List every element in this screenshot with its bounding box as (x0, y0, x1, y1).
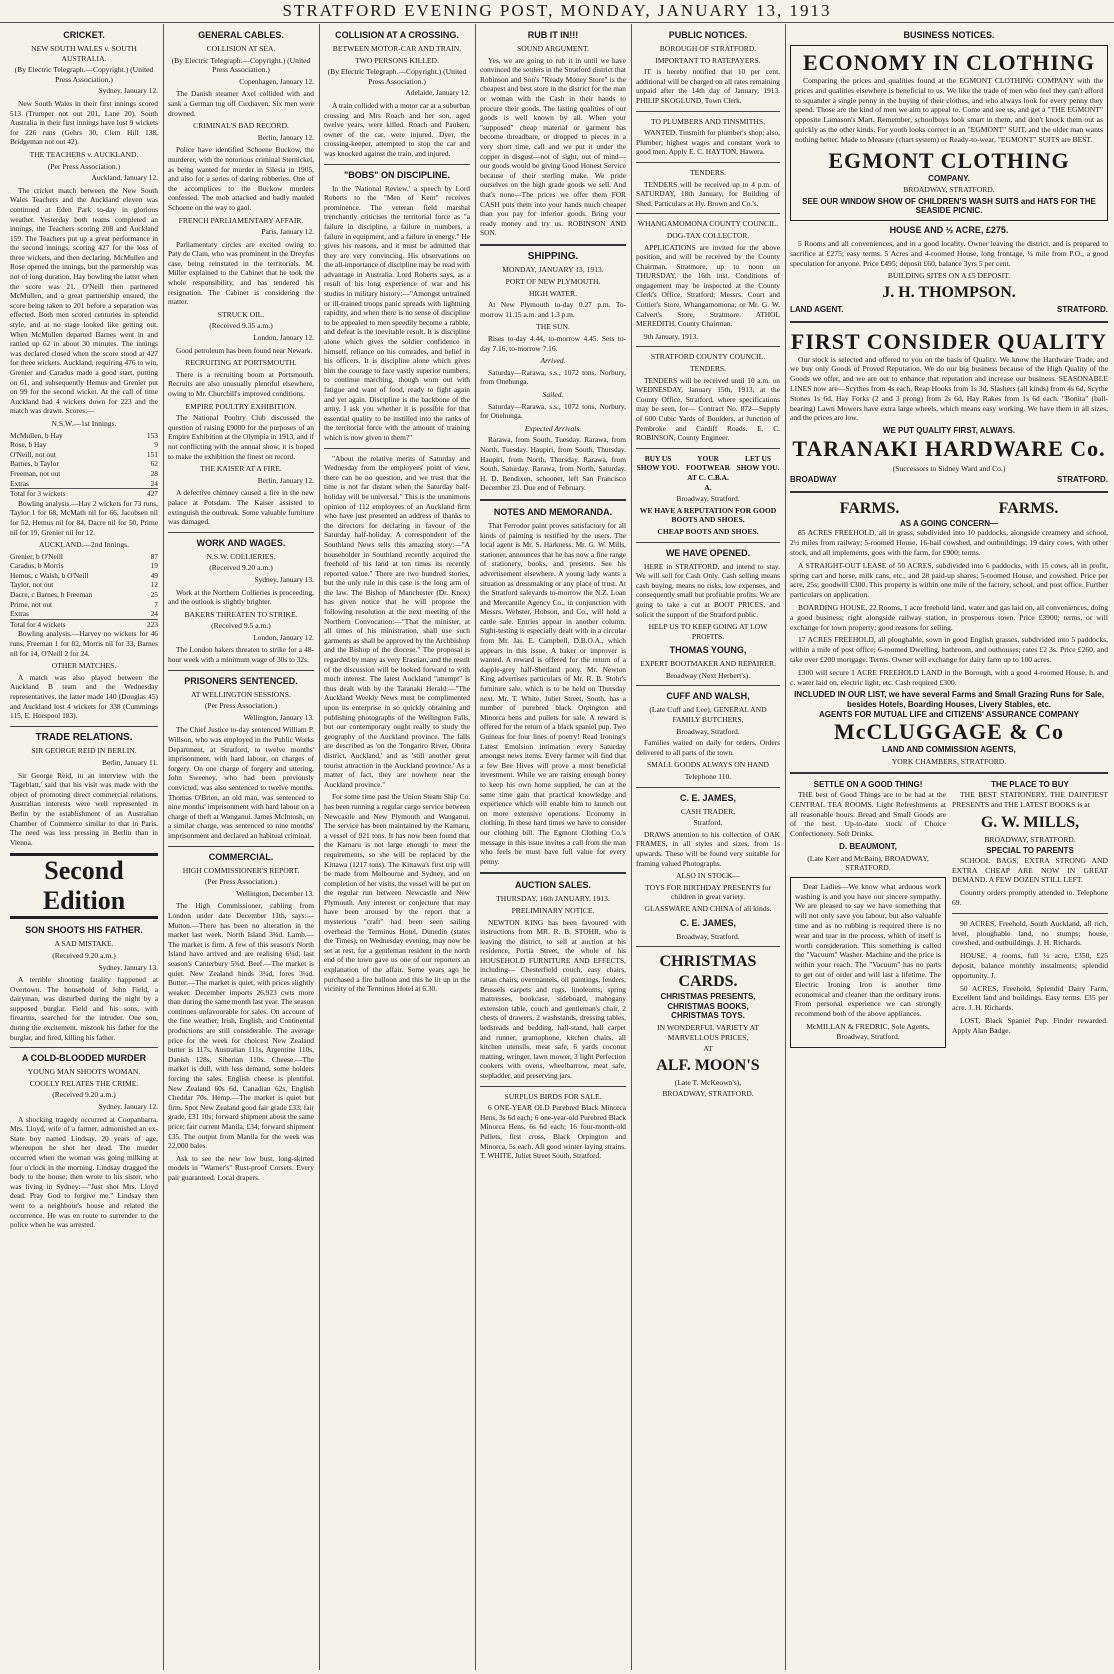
bakers-dateline: London, January 12. (253, 632, 314, 642)
rub-body: Yes, we are going to rub it in until we have convinced the settlers in the Stratford district that Robinson and Son's "Ready Money Store" is the cheapest and best store in the district for the man or woman with the Cash in their hands to procure their goods. The lasting qualities of our goods is well known by all. When your "supposed" cheap material or garment has become threadbare, or dropped to pieces in a very short time, call and we put it under the copper in disgust—not of sight, out of mind—our goods would be giving Good Honest Service because of their sterling make. We pride ourselves on the high grade goods we sell. And that's none—The prices we offer them FOR CASH puts them into your hands much cheaper than you pay for inferior goods. Bring your ready money and try us. ROBINSON AND SON. (480, 55, 626, 238)
included-list: INCLUDED IN OUR LIST, we have several Farms and Small Grazing Runs for Sale, besides Hotels, Boarding Houses, Livery Stables, etc. (794, 690, 1104, 710)
collieries-body: Work at the Northern Collieries is proceeding, and the outlook is slightly brighter. (168, 587, 314, 607)
nsw-dateline: Sydney, January 12. (98, 86, 158, 96)
cold-murder-heading: A COLD-BLOODED MURDER (21, 1053, 147, 1064)
footwear-cheap: CHEAP BOOTS AND SHOES. (657, 526, 759, 536)
taranaki-footer (790, 475, 1108, 485)
score-row: Barnes, b Taylor 62 (10, 459, 158, 469)
james-address-2: Broadway, Stratford. (676, 931, 740, 941)
beaumont-name: D. BEAUMONT, (839, 841, 897, 851)
thompson-town: STRATFORD. (1057, 304, 1108, 314)
house-body: 5 Rooms and all conveniences, and in a good locality. Owner leaving the district, and is prepared to sacrifice at £275; easy terms. 5 Acres and 4-roomed House, long frontage, ¼ mile from P.O., a good speculation for anyone. Price £495; deposit £60, balance 3yrs 5 per cent. (790, 238, 1108, 268)
divider (790, 491, 1108, 493)
tenders-body: TENDERS will be received up to 4 p.m. of SATURDAY, 18th January, for Building of Shed. Particulars at Hy. Brown and Co.'s. (636, 179, 780, 208)
christmas-toys: CHRISTMAS TOYS. (671, 1011, 745, 1021)
whangamomona-title: WHANGAMOMONA COUNTY COUNCIL. (637, 219, 779, 229)
collision-sea-dateline: Copenhagen, January 12. (239, 76, 314, 86)
kaiser-dateline: Berlin, January 12. (257, 475, 314, 485)
teachers-body: The cricket match between the New South Wales Teachers and the Auckland eleven was continued at Eden Park to-day in glorious weather. Yesterday both teams completed an innings, the Teachers scoring 208 and Auckland 159. The Teachers put up a great performance in the second innings, scoring 427 for the loss of three wickets, and then declaring. McMullen and Rose opened the innings, but the partnership was not of long duration, Hay bowling the latter when the score was 21. O'Neill then partnered McMullen, and a great partnership ensued, the score being taken to 201 before a separation was effected. Both men scored centuries in splendid style, and at no stage looked like getting out. When McMullen departed Barnes went in and rattled up 62 in about 30 minutes. The innings was declared closed when the score stood at 427 for three wickets. Auckland, requiring 476 to win, Grenier and Caradus made a good start, putting on 61, and subsequently Hemus and Grenier put on 99 for the second wicket. At the call of time Auckland had 4 wickets down for 223 and the match was drawn. Scores:— (10, 185, 158, 416)
shipping-heading: SHIPPING. (527, 250, 579, 262)
masthead-rule (0, 22, 1114, 23)
scores-auckland-heading: AUCKLAND.—2nd Innings. (38, 540, 130, 550)
sun-body: Rises to-day 4.44, to-morrow 4.45. Sets to-day 7.16, to-morrow 7.16. (480, 334, 626, 353)
other-matches-body: A match was also played between the Auckland B team and the Wednesday representatives, the latter made 140 (Douglas 45) and Auckland lost 4 wickets for 338 (Cummings 115, E. Horspool 183). (10, 672, 158, 721)
score-row: Freeman, not out 28 (10, 468, 158, 478)
cuff-telephone: Telephone 110. (684, 772, 732, 782)
work-wages-heading: WORK AND WAGES. (196, 537, 286, 548)
teachers-title: THE TEACHERS v. AUCKLAND. (29, 149, 139, 159)
acres-90: 90 ACRES, Freehold, South Auckland, all rich, level, ploughable land, no stumps; house, cowshed, and outbuildings. J. H. Richards. (952, 918, 1108, 948)
divider (480, 499, 626, 501)
egmont-address: BROADWAY, STRATFORD. (903, 185, 995, 195)
mccluggage-sub: LAND AND COMMISSION AGENTS, (882, 745, 1016, 755)
james-sub: CASH TRADER, (680, 806, 736, 816)
small-goods: SMALL GOODS ALWAYS ON HAND (646, 760, 770, 770)
divider (480, 244, 626, 246)
young-address: Broadway (Next Herbert's). (665, 670, 751, 680)
young-sub: EXPERT BOOTMAKER AND REPAIRER. (640, 659, 776, 669)
column-rule (631, 24, 632, 1670)
column-6 (790, 26, 1108, 1670)
bowling-analysis-1: Bowling analysis.—Hay 2 wickets for 73 runs, Taylor 1 for 68, McMath nil for 66, Jacobsen nil for 52, Hemus nil for 84, Dacre nil for 50, Prime nil for 19, Grenier nil for 12. (10, 498, 158, 537)
bobs-heading: "BOBS" ON DISCIPLINE. (343, 169, 451, 180)
first-quality-title: FIRST CONSIDER QUALITY (790, 328, 1108, 354)
egmont-name: EGMONT CLOTHING (828, 147, 1070, 173)
son-shoots-body: A terrible shooting fatality happened at Overtown. The household of John Field, a dairyman, was disturbed during the night by a supposed burglar. Field and his sons, with firearms, searched for the intruder. One son, during the excitement, mistook his father for the burglar, and fired, killing his father. (10, 975, 158, 1042)
score-row: O'Neill, not out 151 (10, 449, 158, 459)
house-heading: HOUSE AND ½ ACRE, £275. (889, 224, 1009, 235)
divider (636, 542, 780, 543)
kaiser-body: A defective chimney caused a fire in the new palace at Potsdam. The Kaiser assisted to extinguish the outbreak. Some valuable furniture was damaged. (168, 488, 314, 527)
score-row: Prime, not out 7 (10, 599, 158, 609)
other-matches-heading: OTHER MATCHES. (51, 661, 117, 671)
oil-body: Good petroleum has been found near Newark. (176, 345, 313, 355)
bobs-body: In the 'National Review,' a speech by Lord Roberts to the "Men of Kent" receives prominence. The veteran field marshal trenchantly criticises the territorial force as "a failure in discipline, a failure in numbers, a failure in equipment, and a failure in energy." He gives his reasons, and it must be admitted that they are very convincing. His observations on the all-importance of discipline may be read with advantage in Australia. Lord Roberts says, as a result of his long experience of war and his studies in military history:—"Amongst untrained or ill-trained troops panic spreads with lightning rapidity, and when there is no sense of discipline to be appealed to men speedily become a rabble, and defeat is the inevitable result. It is discipline alone which gives the soldier confidence in himself, reliance on his comrades, and belief in his officers. It is discipline alone which gives him the courage to face vastly superior numbers, to continue marching, though worn out with fatigue and want of food, ready to fight again and yet again. Discipline is the backbone of the army. I ask you whether it is possible for that essential quality to be instilled into the ranks of the territorial force with the amount of training which is now given to them?" (324, 183, 470, 442)
farms-left: FARMS. (839, 499, 900, 517)
footwear-right: LET US SHOW YOU. (736, 453, 780, 473)
high-water-body: At New Plymouth to-day 0.27 p.m. To-morrow 11.15 a.m. and 1.3 p.m. (480, 300, 626, 319)
collision-sea-title: COLLISION AT SEA. (206, 44, 276, 53)
criminal-dateline: Berlin, January 12. (257, 132, 314, 142)
quality-slogan: WE PUT QUALITY FIRST, ALWAYS. (882, 426, 1016, 436)
cold-murder-sub1: YOUNG MAN SHOOTS WOMAN. (27, 1067, 141, 1077)
arrived-title: Arrived. (540, 356, 566, 366)
auction-heading: AUCTION SALES. (514, 880, 591, 891)
borough-sub: IMPORTANT TO RATEPAYERS. (655, 55, 761, 65)
thompson-name: J. H. THOMPSON. (882, 283, 1016, 301)
score-row: Extras 24 (10, 478, 158, 488)
taranaki-hardware-title: TARANAKI HARDWARE Co. (792, 435, 1106, 461)
score-row: Taylor, not out 12 (10, 580, 158, 590)
prisoners-dateline: Wellington, January 13. (243, 712, 314, 722)
rub-sub: SOUND ARGUMENT. (516, 44, 589, 53)
recruiting-title: RECRUITING AT PORTSMOUTH. (185, 358, 297, 368)
borough-body: IT is hereby notified that 10 per cent. additional will be charged on all rates remaining unpaid after the 14th day of January, 1913. PHILIP SKOGLUND, Town Clerk. (636, 67, 780, 105)
divider (952, 913, 1108, 914)
divider (480, 872, 626, 874)
land-agent: LAND AGENT. (790, 304, 844, 314)
column-rule (785, 24, 786, 1670)
prisoners-heading: PRISONERS SENTENCED. (184, 675, 298, 686)
column-rule (163, 24, 164, 1670)
borough-title: BOROUGH OF STRATFORD. (659, 44, 757, 53)
bakers-received: (Received 9.5 a.m.) (211, 621, 271, 631)
oil-title: STRUCK OIL. (217, 309, 265, 319)
mills-address: BROADWAY, STRATFORD. (984, 834, 1076, 844)
crossing-byline: (By Electric Telegraph.—Copyright.) (United Press Association.) (327, 67, 467, 86)
son-shoots-heading: SON SHOOTS HIS FATHER. (25, 925, 143, 936)
young-name: THOMAS YOUNG, (669, 645, 747, 656)
christmas-books: CHRISTMAS BOOKS, (667, 1001, 749, 1011)
prisoners-byline: (Per Press Association.) (204, 701, 278, 711)
recruiting-body: There is a recruiting boom at Portsmouth. Recruits are also unusually plentiful elsewhere, owing to Mr. Churchill's improved conditions. (168, 369, 314, 398)
son-shoots-sub: A SAD MISTAKE. (54, 939, 114, 949)
birds-body: 6 ONE-YEAR OLD Purebred Black Minorca Hens, 3s 6d each; 6 one-year-old Purebred Black Minorca Hens, 6s 6d each; 16 four-month-old Pullets, first cross, Black Orpington and Minorca, 5s each. All good winter laying strains. T. WHITE, Juliet Street South, Stratford. (480, 1103, 626, 1161)
farm-listing-1: 85 ACRES FREEHOLD, all in grass, subdivided into 10 paddocks, alongside creamery and school, 2½ miles from railway; 5-roomed House, 16-bail cowshed, and outbuildings; 19 dairy cows, with other stock, and all implements, goes with the farm, for £900; terms. (790, 528, 1108, 558)
column-1 (10, 26, 158, 1670)
bakers-body: The London bakers threaten to strike for a 48-hour week with a minimum wage of 30s to 32s. (168, 645, 314, 665)
birds-heading: SURPLUS BIRDS FOR SALE. (504, 1091, 602, 1101)
french-body: Parliamentary circles are excited owing to Paty de Clam, who was prominent in the Dreyfus case, being reinstated in the territorials. M. Miller explained to the Cabinet that he took the whole responsibility, and has tendered his resignation. The Cabinet is considering the matter. (168, 239, 314, 307)
half-holiday-body: "About the relative merits of Saturday and Wednesday from the employees' point of view, there can be no question, and we trust that the time is not far distant when the Saturday half-holiday will be universal." This is the unanimous opinion of 112 employees of an Auckland firm who have just presented an address of thanks to the directors for declaring in favour of the Saturday half-holiday. A correspondent of the Southland News tells this amazing story:—"A householder in Southland recently acquired the freehold of his land at ten times its recently reported value." There are two hundred stories, but the only rule in this case is the long arm of the law. The Bishop of Manchester (Dr. Knox) has given notice that he will propose the following resolution at the next meeting of the Northern Convocation:—"That the minister, at all times of his ministration, shall use such garments as shall be approved by the Archbishop and the Bishop of the diocese." The proposal is regarded by many as very Erastian, and the result of the discussion will be looked forward to with much interest. The latest Auckland "attempt" is thus dealt with by the Taranaki Herald:—"The Auckland Weekly News must be complimented upon its enterprise in so quickly obtaining and publishing photographs of the Wellington Falls, but our contemporary ought really to study the geography of the Auckland province. The falls are described as 'on the Tongariro River, Ohura district, Auckland,' and as 'still another great tourist attraction in the Auckland province.' As a matter of fact, they are nowhere near the Auckland province." (324, 453, 470, 789)
french-dateline: Paris, January 12. (261, 227, 314, 237)
auction-date: THURSDAY, 16th JANUARY, 1913. (496, 894, 610, 904)
shipping-date: MONDAY, JANUARY 13, 1913. (502, 265, 604, 275)
reid-body: Sir George Reid, in an interview with the 'Tageblatt,' said that his visit was made with the object of promoting direct commercial relations. Australian interests were well represented in Berlin by the establishment of an Australian Chamber of Commerce similar to that in Paris. The need was less pressing in Berlin than in Vienna. (10, 770, 158, 847)
alf-moon-address: BROADWAY, STRATFORD. (662, 1089, 754, 1099)
divider (636, 448, 780, 449)
christmas-variety: IN WONDERFUL VARIETY AT MARVELLOUS PRICES, (657, 1022, 759, 1042)
son-shoots-dateline: Sydney, January 13. (98, 962, 158, 972)
opened-body: HERE in STRATFORD, and intend to stay. We will sell for Cash Only. Cash selling means cash buying, means no risks, low expenses, and consequently small but profitable profits. We are going to take a cut at BOOT PRICES, and solicit the support of the Stratford public. (636, 561, 780, 619)
divider (636, 162, 780, 163)
nsw-title: NEW SOUTH WALES v. SOUTH AUSTRALIA. (31, 44, 137, 63)
auction-body: NEWTON KING has been favoured with instructions from MR. R. B. STOHR, who is leaving the district, to sell at auction at his residence, Portia Street, the whole of his HOUSEHOLD FURNITURE AND EFFECTS, including— Chesterfield couch, easy chairs, rattan chairs, overmantels, oil paintings, fenders, Brussels carpets and rugs, linoleums, spring mattresses, bookcase, sideboard, mahogany extension table, couch and gentleman's chair, 2 chests of drawers, 2 washstands, dressing tables, bedsteads and bedding, hall-stand, hall carpet and runner, gramophone, kitchen chairs, all kitchen utensils, meat safe, 6 yards coconut matting, wringer, lawn mower, 3 light Perfection cookers with ovens, wheelbarrow, meat safe, stepladder, and preserving jars. (480, 917, 626, 1080)
nsw-body: New South Wales in their first innings scored 513 (Trumper not out 201, Lane 20). South Australia in their first innings have lost 9 wickets for 226 runs (Gehrs 30, Clem Hill 138, Bridgeman not out 42). (10, 98, 158, 147)
trade-relations-heading: TRADE RELATIONS. (35, 731, 133, 743)
score-total: Total for 3 wickets 427 (10, 489, 158, 499)
york-chambers: YORK CHAMBERS, STRATFORD. (891, 756, 1007, 766)
egmont-company: COMPANY. (928, 173, 970, 183)
score-row: Extras 24 (10, 609, 158, 619)
help-line: HELP US TO KEEP GOING AT LOW PROFITS. (648, 622, 768, 641)
divider (168, 846, 314, 847)
james-name: C. E. JAMES, (679, 792, 736, 803)
divider (480, 1086, 626, 1087)
poultry-title: EMPIRE POULTRY EXHIBITION. (185, 401, 297, 411)
farm-listing-4: 17 ACRES FREEHOLD, all ploughable, sown in good English grasses, subdivided into 5 paddocks, within a mile of post office; 6-roomed Dwelling, bathroom, and outhouses; rates £2 3s. Price £260, and take over £200 mortgage. Terms. Owner will exchange for dairy farm up to 100 acres. (790, 635, 1108, 665)
footwear-address: Broadway, Stratford. (676, 494, 740, 504)
james-address: Stratford. (693, 818, 723, 828)
score-row: Hemus, c Walsh, b O'Neill 49 (10, 570, 158, 580)
score-row: McMullen, b Hay 153 (10, 430, 158, 440)
footwear-left: BUY US SHOW YOU. (636, 453, 680, 473)
farms-header (790, 499, 1108, 519)
farm-listing-3: BOARDING HOUSE, 22 Rooms, 1 acre freehold land, water and gas laid on, all conveniences, doing a good business; right alongside railway station, in prosperous town. Price £3900; terms, or will exchange for town property; good reasons for selling. (790, 603, 1108, 632)
shipping-service-body: For some time past the Union Steam Ship Co. has been running a regular cargo service between Newcastle and New Plymouth and Wanganui. The service has been maintained by the Kamaru, a vessel of 921 tons. It has now been found that the Kamaru is not large enough to meet the requirements, so she will be replaced by the Kittawa (1217 tons). The Kittawa's first trip will be made from Melbourne and Sydney, and on completion of her visits, the vessel will be put on the regular run between Newcastle and New Plymouth. Any interest or conjecture that may have been aroused by the report that a mysterious "craft" had been seen sailing overhead the Terminus Hotel, Dunedin (states the Times), on Wednesday evening, may now be set at rest, for a gentleman resident in the north end of the town gave us one of our reporters an explanation of the affair. Some years ago he purchased a fire balloon and this he lit up in the vicinity of the Terminus Hotel at 6.30. (324, 792, 470, 994)
egmont-ad (790, 45, 1108, 221)
divider (790, 321, 1108, 323)
divider (324, 448, 470, 449)
settle-body: THE best of Good Things are to be had at the CENTRAL TEA ROOMS. Light Refreshments at all reasonable hours. Bread and Small Goods are of the best. Up-to-date stock of Choice Confectionery. Soft Drinks. (790, 790, 946, 839)
cricket-heading: CRICKET. (63, 30, 105, 40)
first-quality-body: Our stock is selected and offered to you on the basis of Quality. We know the Hardware Trade, and we buy only Goods of Proved Reputation. We do our big business because of the High Quality of the Goods we offer, and we are out to enhance that reputation and increase our business. SEASONABLE LINES now are—Scythes from 4s each, Reap Hooks from 1s 3d, Slashers (all kinds) from 4s 6d, Scythe Stones 1s 6d, Hay Forks (2 and 3 prong) from 2s 6d, Hay Rakes from 1s 6d each. "Bonita" (ball-bearing) Lawn Mowers have extra large wheels, which means easy working. We have them in all sizes, and the prices are low. (790, 354, 1108, 423)
divider (636, 685, 780, 686)
tenders-title: TENDERS. (689, 167, 727, 177)
column-5 (636, 26, 780, 1670)
taranaki-broadway: BROADWAY (790, 475, 837, 485)
dog-tax-body: APPLICATIONS are invited for the above position, and will be received by the County Chairman, Stratmore, up to noon on THURSDAY, the 16th inst. Conditions of engagement may be inspected at the County Clerk's Office, Stratford; Messrs. Court and Cottier's Store, Whangamomona; or Mr. G. W. Calvert's Store, Stratmore. ATHOL MEREDITH, County Chairman. (636, 242, 780, 329)
french-title: FRENCH PARLIAMENTARY AFFAIR. (178, 215, 304, 225)
house-4-rooms: HOUSE, 4 rooms, full ¼ acre, £350, £25 deposit, balance monthly instalments; splendid opportunity. J. (952, 951, 1108, 980)
divider (636, 346, 780, 347)
james-toys: TOYS FOR BIRTHDAY PRESENTS for children in great variety. (645, 882, 771, 902)
divider (636, 946, 780, 947)
divider (790, 772, 1108, 774)
crossing-body: A train collided with a motor car at a suburban crossing and Mrs Roach and her son, aged twelve years, were killed. Roach and Paulsen, owner of the car, were injured. Dyer, the crossing-keeper, attempted to stop the car and was knocked against the train, and injured. (324, 100, 470, 158)
score-total: Total for 4 wickets 223 (10, 619, 158, 629)
farm-listing-5: £300 will secure 1 ACRE FREEHOLD LAND in the Borough, with a good 4-roomed House, h. and c. water laid on, electric light, etc. Cash required £300. (790, 667, 1108, 687)
commercial-heading: COMMERCIAL. (208, 851, 274, 862)
stratford-tenders-body: TENDERS will be received until 10 a.m. on WEDNESDAY, January 15th, 1913, at the County Office, Stratford, where specifications may be seen, for— Contract No. 872—Supply of 600 Cubic Yards of Boulders, at Junction of Pembroke and Cardiff Roads. E. C. ROBINSON, County Engineer. (636, 375, 780, 443)
beaumont-sub: (Late Kerr and McBain), BROADWAY, STRATFORD. (807, 853, 929, 873)
bottom-ads (790, 780, 1108, 1052)
vacuum-washer-ad (790, 877, 946, 1048)
cold-murder-sub2: COOLLY RELATES THE CRIME. (29, 1078, 139, 1088)
column-2 (168, 26, 314, 1670)
thompson-footer (790, 305, 1108, 315)
divider (168, 670, 314, 671)
bowling-analysis-2: Bowling analysis.—Harvey no wickets for 46 runs, Freeman 1 for 82, Morris nil for 33, Barnes nil for 14, O'Neill 2 for 24. (10, 629, 158, 658)
bottom-right-ads (952, 780, 1108, 1052)
oil-dateline: London, January 12. (253, 333, 314, 343)
cuff-address: Broadway, Stratford. (676, 726, 740, 736)
footwear-ad (636, 454, 780, 492)
column-rule (319, 24, 320, 1670)
country-orders: Country orders promptly attended to. Telephone 69. (952, 888, 1108, 907)
business-notices-heading: BUSINESS NOTICES. (903, 30, 995, 40)
james-body: DRAWS attention to his collection of OAK FRAMES, in all styles and sizes, from 1s upwards. These will be found very suitable for framing valued Photographs. (636, 829, 780, 868)
building-sites: BUILDING SITES ON A £5 DEPOSIT. (887, 271, 1011, 281)
port-title: PORT OF NEW PLYMOUTH. (505, 277, 601, 287)
footwear-middle: YOUR FOOTWEAR AT C. C.B.A. A. (686, 453, 730, 492)
dog-tax-title: DOG-TAX COLLECTOR. (666, 230, 750, 240)
score-row: Caradus, b Morris 19 (10, 561, 158, 571)
egmont-show: SEE OUR WINDOW SHOW OF CHILDREN'S WASH SUITS and HATS FOR THE SEASIDE PICNIC. (802, 196, 1096, 216)
son-shoots-received: (Received 9.20 a.m.) (52, 950, 116, 960)
special-parents: SPECIAL TO PARENTS (986, 846, 1074, 856)
james-name-2: C. E. JAMES, (679, 917, 736, 928)
high-commissioner-title: HIGH COMMISSIONER'S REPORT. (182, 865, 300, 875)
collision-sea-body: The Danish steamer Axel collided with and sank a German tug off Cuxhaven. Six men were drowned. (168, 89, 314, 118)
sailed-title: Sailed. (542, 390, 564, 399)
prisoners-body: The Chief Justice to-day sentenced William P. Willson, who was employed in the Public Works Department, at Stratford, to twelve months' imprisonment, with hard labour, on charges of forgery. On one charge of forgery and uttering, John Sweeney, who had been previously convicted, was also sentenced to twelve months. Thomas O'Brien, an old man, was sentenced to nine months' imprisonment with hard labour on a charge of theft at Wanganui. James McIntosh, on a similar charge, was sentenced to nine months' imprisonment and declared an habitual criminal. (168, 725, 314, 840)
divider (10, 726, 158, 727)
plumbers-title: TO PLUMBERS AND TINSMITHS. (650, 116, 766, 126)
james-glass: GLASSWARE AND CHINA of all kinds. (644, 903, 772, 913)
mills-name: G. W. MILLS, (980, 813, 1080, 831)
high-water-title: HIGH WATER. (529, 288, 577, 298)
collieries-received: (Received 9.20 a.m.) (209, 563, 273, 573)
lost-pup: LOST, Black Spaniel Pup. Finder rewarded. Apply Alan Badge. (952, 1015, 1108, 1035)
christmas-at: AT (703, 1044, 713, 1054)
james-also: ALSO IN STOCK— (676, 871, 740, 881)
christmas-cards-title: CHRISTMAS CARDS. (659, 953, 757, 991)
expected-body: Rarawa, from South, Tuesday. Rarawa, from North, Tuesday. Haupiri, from South, Thursday. Haupiri, from North, Thursday. Rarawa, from South, Saturday. Rarawa, from North, Saturday. H. D. Bendixen, schooner, left San Francisco December 23. Due end of February. (480, 435, 626, 493)
stratford-tenders-title: TENDERS. (689, 364, 727, 374)
cold-murder-received: (Received 9.20 a.m.) (52, 1090, 116, 1100)
corsets-ad: Ask to see the new low bust, long-skirted models in "Warner's" Rust-proof Corsets. Every pair guaranteed. Local drapers. (168, 1153, 314, 1182)
sun-title: THE SUN. (536, 322, 570, 332)
teachers-byline: (Per Press Association.) (47, 161, 121, 171)
score-row: Rose, b Hay 9 (10, 440, 158, 450)
nsw-byline: (By Electric Telegraph.—Copyright.) (United Press Association.) (14, 65, 154, 84)
high-commissioner-byline: (Per Press Association.) (204, 877, 278, 887)
christmas-presents: CHRISTMAS PRESENTS, (660, 992, 756, 1002)
cold-murder-dateline: Sydney, January 12. (98, 1102, 158, 1112)
cuff-name: CUFF AND WALSH, (666, 691, 750, 702)
vacuum-signature: McMILLAN & FREDRIC, Sole Agents, Broadway, Stratford. (806, 1021, 930, 1041)
divider (636, 111, 780, 112)
alf-moon-sub: (Late T. McKeown's), (674, 1077, 742, 1087)
poultry-body: The National Poultry Club discussed the question of raising £9000 for the purposes of an Empire Exhibition at the Olympia in 1913, and if not conflicting with the annual show, it is hoped to make the exhibition the finest on record. (168, 413, 314, 461)
dog-tax-date: 9th January, 1913. (644, 331, 699, 341)
scores-nsw (10, 431, 158, 499)
place-body: THE BEST STATIONERY, THE DAINTIEST PRESENTS and THE LATEST BOOKS is at (952, 790, 1108, 809)
rub-heading: RUB IT IN!!! (527, 30, 579, 40)
high-commissioner-body: The High Commissioner, cabling from London under date December 11th, says:— Mutton.—There has been no alteration in the market last week. North Island 3¾d. Lamb.—The market is firm. A few of this season's North Island have arrived and are realising 6¼d; last season's Canterbury 5¾d. Beef.—The market is quiet. New Zealand hinds 3¾d, fores 3¼d. Butter.—The market is quiet, with prices slightly weaker. December imports 26,923 cwts more than during the same month last year. The season continues unfavourable for sales. On account of the fine weather, Irish, English, and Continental productions are still considerable. The average price for the week for choicest New Zealand butter is 117s, Australian 111s, Argentine 110s, Danish 128s, Siberian 110s. Cheese.—The market is dull, with less demand, some holders forcing the sales. English cheese is plentiful. New Zealand 60s 6d, Canadian 62s, English Cheddar 70s. Hemp.—The market is quiet but firm. Spot New Zealand good fair grade £33; fair grade, £31 10s; forward shipment about the same price; fair current Manila, £34; forward shipment £35. The output from Manila for the week was 22,000 bales. (168, 901, 314, 1151)
general-cables-heading: GENERAL CABLES. (198, 30, 284, 40)
oil-received: (Received 9.35 a.m.) (209, 321, 273, 331)
arrived-body: Saturday—Rarawa, s.s., 1072 tons, Norbury, from Onehunga. (480, 367, 626, 387)
notes-body: That Ferrodor paint proves satisfactory for all kinds of painting is testified by the users. The local agent is Mr. S. Harkness. Mr. G. W. Mills, stationer, announces that he has now a fine range of stationery, books, and presents. See his advertisement elsewhere. A young lady wants a situation as dressmaking or any place of trust. At the Stratford saleyards to-morrow the N.Z. Loan and Mercantile Agency Co., in conjunction with Messrs. Webster, Hobson, and Co., will hold a cattle sale. Entries appear in another column. Sight-testing is especially dealt with in a circular from Mr. Jas. E. Campbell, D.B.O.A., which appears in this issue. A baker or improver is wanted. A reward is offered for the return of a dapple-grey half-Shetland pony. Mr. Newton King advertises particulars of Mr. R. B. Stohr's furniture sale, which is to be held on Thursday next. Mr. T. White, Juliet Street, South, has a number of purebred black Orpington and Minorca hens and pullets for sale. A reward is offered for the return of a black spaniel pup. Two Guineas for four lines of poetry! Read Ironing's Latest Emulsion intimation every Saturday amongst news items. Every farmer will find that a few Bee Hives will prove a most beneficial investment. While we are raising enough honey to keep his own home supplied, he can at the same time gain that practical knowledge and experience which will enable him to launch out on more extensive operations. Economy in clothing. In these hard times we have to consider our clothing bill. The Egmont Clothing Co.'s message in this issue invites a call from the man who feels he must have full value for every penny. (480, 520, 626, 866)
farm-listing-2: A STRAIGHT-OUT LEASE of 50 ACRES, subdivided into 6 paddocks, with 15 cows, all in profit, spring cart and horse, milk cans, etc., and 28 paid-up shares; 5-roomed House, and cowshed. Price per acre, 25s; goodwill £300. This property is within one mile of the factory, school, and post office. Further particulars on application. (790, 560, 1108, 600)
settle-heading: SETTLE ON A GOOD THING! (813, 780, 923, 790)
agents-line: AGENTS FOR MUTUAL LIFE and CITIZENS' ASSURANCE COMPANY (819, 709, 1079, 719)
taranaki-stratford: STRATFORD. (1057, 475, 1108, 485)
sailed-body: Saturday—Rarawa, s.s., 1072 tons, Norbury, for Onehunga. (480, 401, 626, 421)
school-bags: SCHOOL BAGS, EXTRA STRONG AND EXTRA CHEAP ARE NOW IN GREAT DEMAND. A FEW DOZEN STILL LEFT. (952, 855, 1108, 885)
collision-sea-byline: (By Electric Telegraph.—Copyright.) (United Press Association.) (171, 55, 311, 75)
vacuum-body: Dear Ladies—We know what arduous work washing is and you have our sincere sympathy. We are pleased to say we have something that will not only save you labour, but also valuable time and as no rubbing is required there is no wear and tear in the process, which of itself is worth consideration. This something is called the "Vacuum" Washer. Machine and the price is within your reach. The "Vacuum" has no parts to get out of order and will last a lifetime. The Electric Ironing Iron is another time economical and cleaner than the ordinary irons. From personal experience we can strongly recommend both of the above appliances. (795, 881, 941, 1019)
crossing-sub1: BETWEEN MOTOR-CAR AND TRAIN. (332, 44, 462, 53)
farms-right: FARMS. (998, 499, 1059, 517)
going-concern: AS A GOING CONCERN— (899, 518, 999, 528)
public-notices-heading: PUBLIC NOTICES. (668, 30, 748, 40)
bakers-title: BAKERS THREATEN TO STRIKE. (184, 609, 298, 619)
acres-50: 50 ACRES, Freehold, Splendid Dairy Farm, Excellent land and buildings. Easy terms. £35 per acre. J. H. Richards. (952, 983, 1108, 1013)
masthead: STRATFORD EVENING POST, MONDAY, JANUARY 13, 1913 (282, 1, 832, 20)
kaiser-title: THE KAISER AT A FIRE. (200, 464, 282, 474)
score-row: Dacre, c Barnes, b Freeman 25 (10, 590, 158, 600)
alf-moon-name: ALF. MOON'S (656, 1056, 760, 1074)
prisoners-title: AT WELLINGTON SESSIONS. (191, 689, 291, 699)
cold-murder-body: A shocking tragedy occurred at Coopanbarra. Mrs. Lloyd, wife of a farmer, admonished an ex-State boy named Lindsay, 20 years of age, whereupon he shot her dead. The murder occurred when the woman was going milking at four o'clock in the morning. Lindsay dragged the body to the house; then wrote to his sister, who was living in Sydney:—"Just shot Mrs. Lloyd dead. Pray God to forgive me." Lindsay then went to a neighbour's house and related the occurrence. He was en route to surrender to the police when he was arrested. (10, 1114, 158, 1230)
teachers-dateline: Auckland, January 12. (91, 173, 158, 183)
collieries-title: N.S.W. COLLIERIES. (206, 551, 276, 561)
mccluggage-name: McCLUGGAGE & Co (833, 719, 1065, 745)
cuff-sub: (Late Cuff and Lee), GENERAL AND FAMILY BUTCHERS, (649, 705, 767, 725)
reid-title: SIR GEORGE REID IN BERLIN. (31, 746, 137, 756)
cuff-body: Families waited on daily for orders. Orders delivered to all parts of the town. (636, 738, 780, 757)
column-rule (475, 24, 476, 1670)
divider (636, 787, 780, 788)
crossing-dateline: Adelaide, January 12. (405, 88, 470, 98)
divider (636, 213, 780, 214)
economy-body: Comparing the prices and qualities found at the EGMONT CLOTHING COMPANY with the prices and qualities elsewhere is beneficial to us. We like the trade of men who feel they can't afford to squander a single penny in the buying of their clothes, and who always look for every penny they spend. Those are the kind of men we aim to appeal to. Come and see us, and get a "THE EGMONT" opposite Lamason's Mart. Remember, schoolboys look smart in them, and don't knock them out as quickly as the other kinds. For youth looks correct in an "EGMONT" SUIT, and the older man wants nothing better. Made to Measure (chart system) or Ready-to-wear, "EGMONT" SUITS are BEST. (795, 76, 1103, 144)
expected-title: Expected Arrivals. (524, 423, 582, 433)
bottom-left-ads (790, 780, 946, 1052)
economy-title: ECONOMY IN CLOTHING (803, 50, 1095, 75)
divider (10, 1047, 158, 1048)
stratford-county-title: STRATFORD COUNTY COUNCIL. (650, 352, 766, 362)
auction-sub: PRELIMINARY NOTICE. (511, 905, 595, 915)
plumbers-body: WANTED, Tinsmith for plumber's shop; also, Plumber; highest wages and constant work to good men. Apply E. C. HAYTON, Hawera. (636, 128, 780, 157)
high-commissioner-dateline: Wellington, December 13. (236, 888, 314, 898)
notes-heading: NOTES AND MEMORANDA. (493, 506, 613, 517)
column-4 (480, 26, 626, 1670)
scores-auckland (10, 552, 158, 630)
place-to-buy: THE PLACE TO BUY (991, 780, 1069, 790)
taranaki-sub: (Successors to Sidney Ward and Co.) (892, 463, 1006, 473)
second-edition-banner: Second Edition (10, 853, 158, 919)
divider (324, 164, 470, 165)
reid-dateline: Berlin, January 11. (102, 757, 158, 767)
divider (168, 532, 314, 533)
opened-heading: WE HAVE OPENED. (665, 547, 751, 558)
column-3 (324, 26, 470, 1670)
criminal-title: CRIMINAL'S BAD RECORD. (193, 121, 289, 131)
collieries-dateline: Sydney, January 13. (254, 574, 314, 584)
score-row: Grenier, b O'Neill 87 (10, 551, 158, 561)
crossing-sub2: TWO PERSONS KILLED. (355, 55, 439, 65)
scores-nsw-heading: N.S.W.—1st Innings. (51, 418, 117, 428)
crossing-heading: COLLISION AT A CROSSING. (335, 30, 459, 40)
criminal-body: Police have identified Schoene Buckow, the murderer, with the notorious criminal Sternickel, as being wanted for murder in Silesia in 1905, and also for a series of daring robberies. One of the accomplices to the Buckow murders confessed. The mob attacked and badly mauled Schoene on the way to gaol. (168, 145, 314, 212)
footwear-reputation: WE HAVE A REPUTATION FOR GOOD BOOTS AND SHOES. (639, 505, 777, 525)
